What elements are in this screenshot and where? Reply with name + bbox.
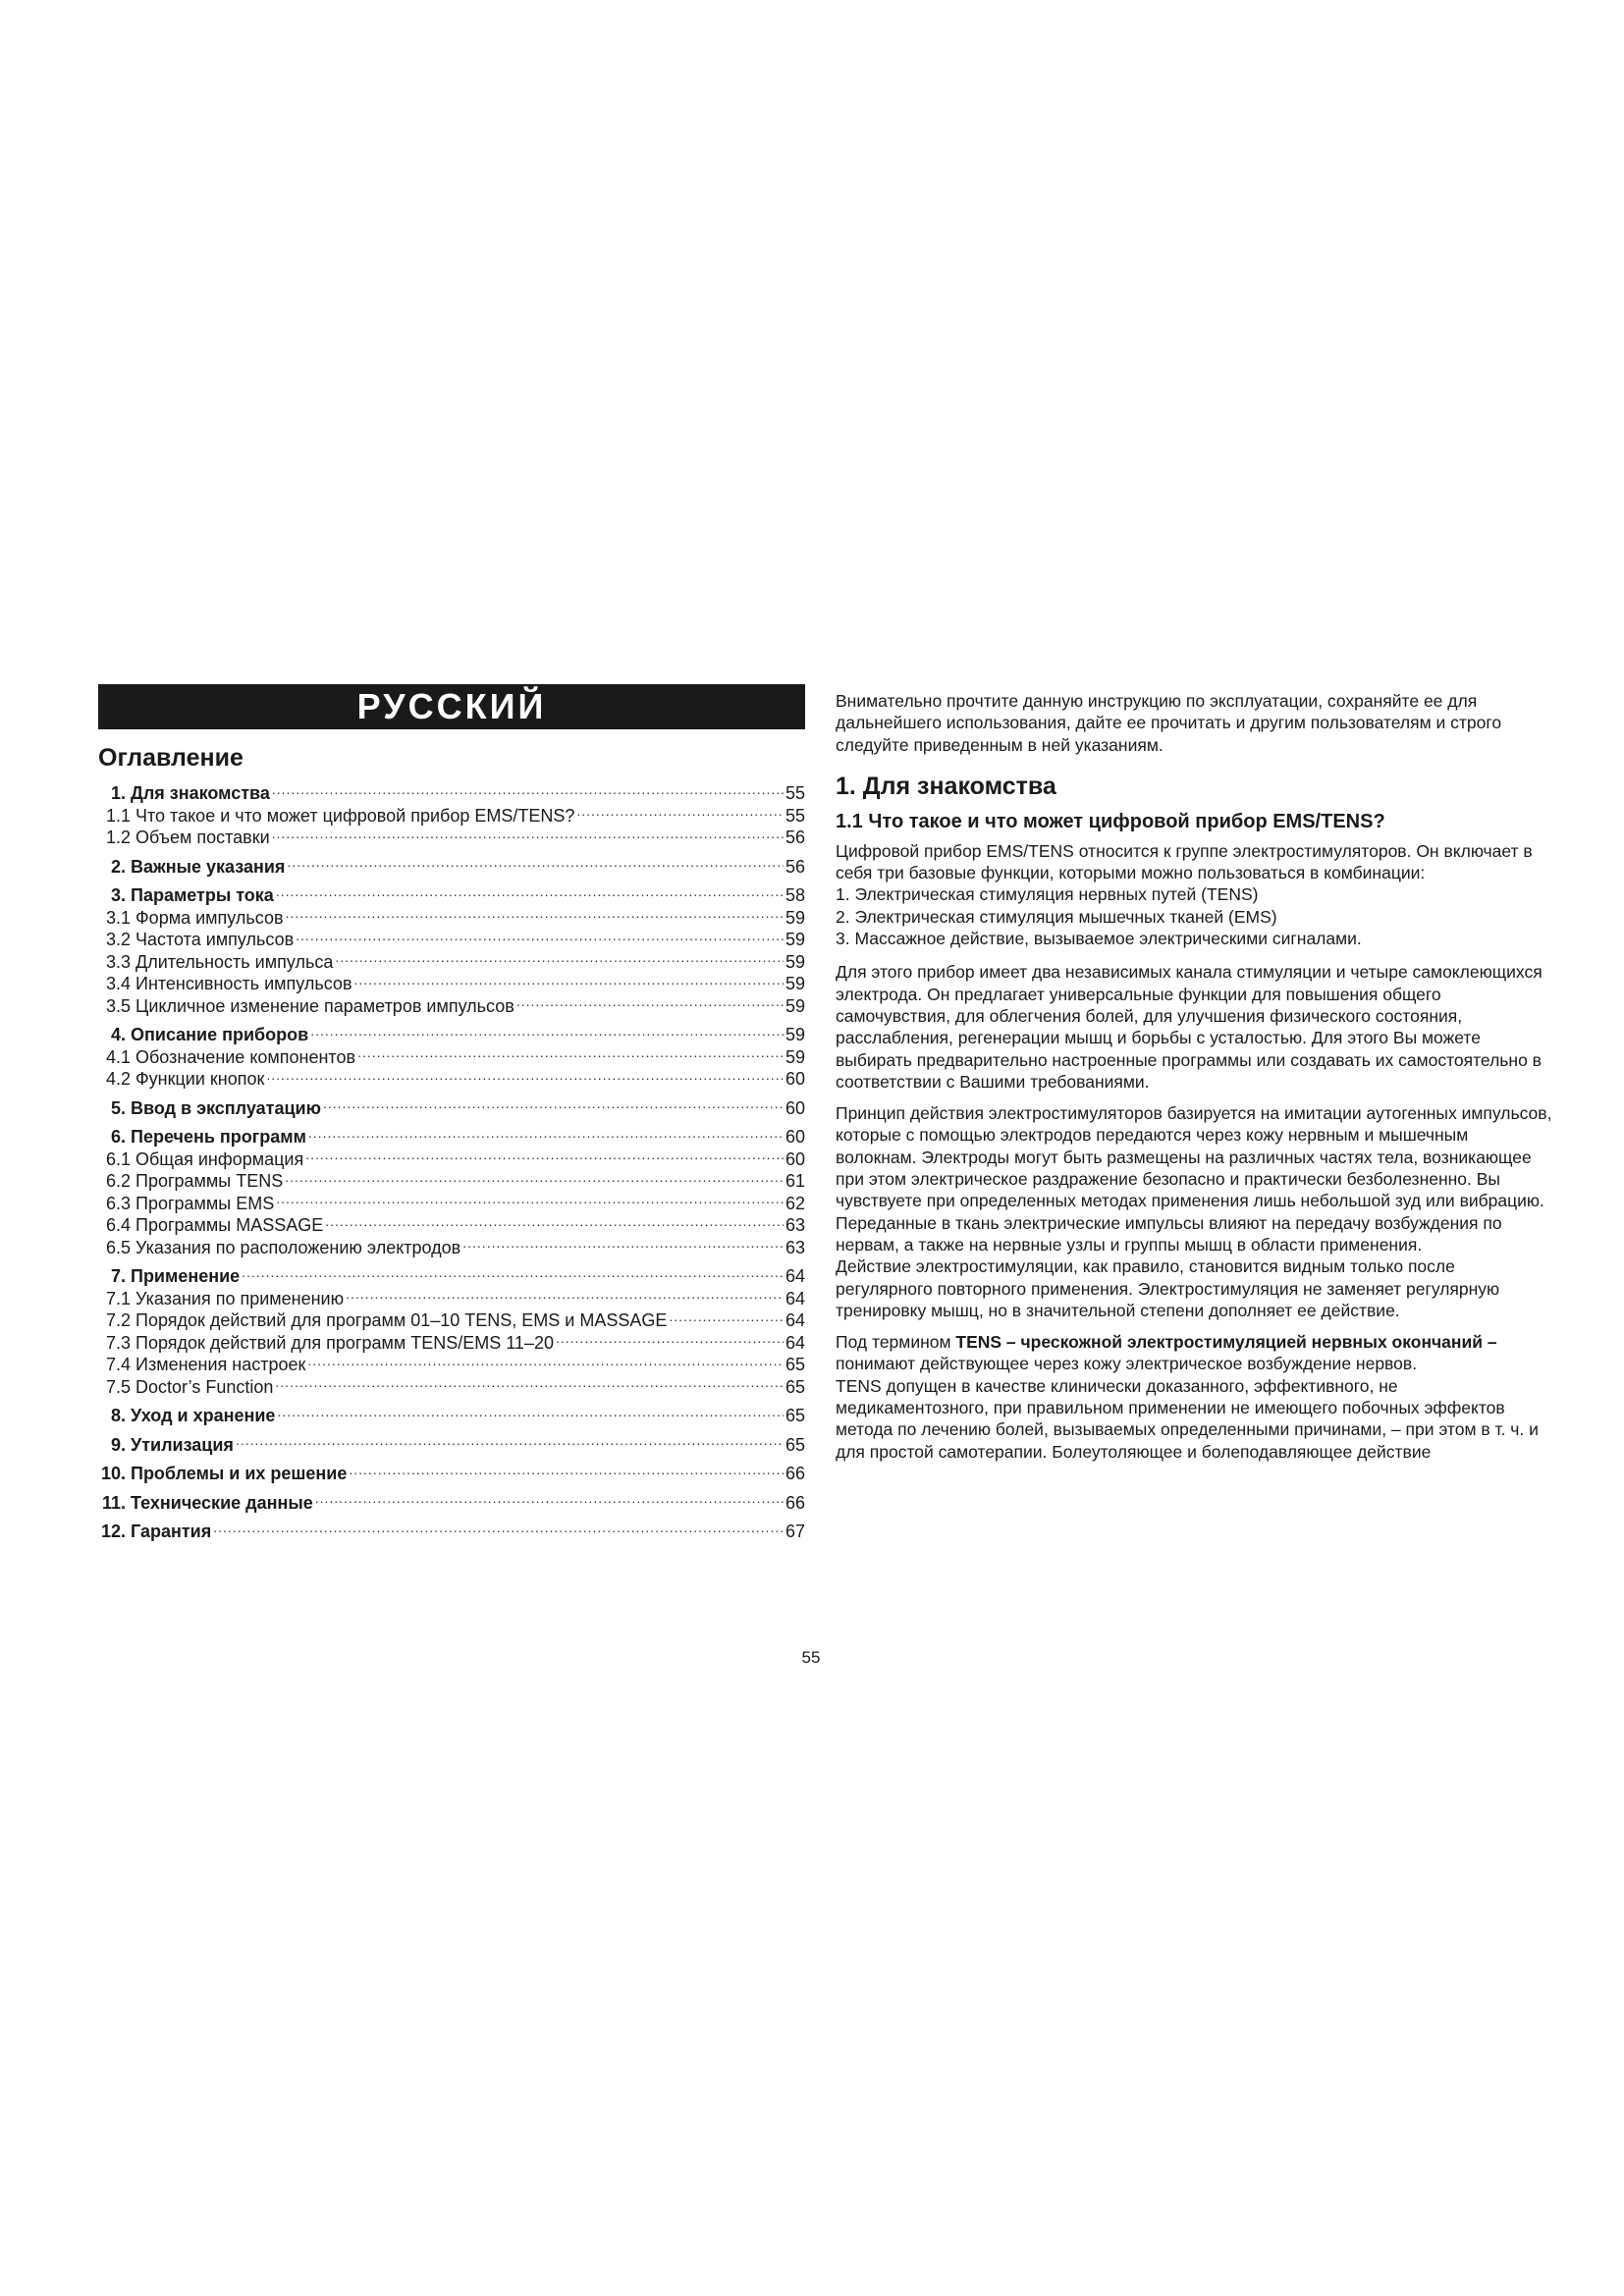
toc-number: 8. [110, 1406, 126, 1425]
toc-leader-dots [276, 887, 784, 901]
toc-title: Порядок действий для программ TENS/EMS 11–20 [135, 1332, 554, 1353]
toc-leader-dots [357, 1049, 784, 1063]
toc-number: 6.3 [105, 1193, 131, 1213]
toc-leader-dots [325, 1217, 784, 1231]
toc-page-number: 58 [785, 885, 805, 905]
toc-number: 6.2 [105, 1171, 131, 1191]
toc-page-number: 66 [785, 1492, 805, 1513]
toc-number: 4.1 [105, 1046, 131, 1067]
toc-number: 1.1 [105, 805, 131, 826]
body-paragraph: Действие электростимуляции, как правило, становится видным только после регулярного повторного применения. Электростимуляция не заменяет регулярную тренировку мышц, но в значительной степени дополняет ее действие. [836, 1256, 1500, 1320]
toc-spacer [98, 849, 805, 856]
toc-spacer [98, 1258, 805, 1265]
toc-title: Указания по применению [135, 1288, 345, 1308]
text-run: Под термином [836, 1332, 956, 1353]
list-item: 3. Массажное действие, вызываемое электрическими сигналами. [836, 929, 1362, 949]
toc-page-number: 59 [785, 907, 805, 928]
toc-page-number: 59 [785, 995, 805, 1016]
toc-title: Программы TENS [135, 1171, 284, 1191]
toc-title: Уход и хранение [131, 1406, 276, 1425]
toc-title: Указания по расположению электродов [135, 1237, 461, 1257]
intro-paragraph: Внимательно прочтите данную инструкцию по эксплуатации, сохраняйте ее для дальнейшего использования, дайте ее прочитать и другим пользователям и строго следуйте приведенным в ней указаниям. [836, 691, 1502, 755]
toc-leader-dots [308, 1129, 784, 1143]
toc-section-row [98, 1046, 805, 1069]
toc-page-number: 56 [785, 828, 805, 847]
toc-number: 1.2 [105, 828, 131, 847]
toc-title: Функции кнопок [135, 1069, 265, 1089]
left-column [98, 684, 805, 1543]
toc-title: Для знакомства [131, 783, 270, 803]
toc-title: Применение [131, 1266, 241, 1286]
toc-number: 4.2 [105, 1069, 131, 1089]
toc-section-row [98, 805, 805, 828]
toc-leader-dots [354, 976, 784, 989]
bold-term: TENS – чрескожной электростимуляцией нервных окончаний – [955, 1332, 1497, 1353]
toc-spacer [98, 1514, 805, 1521]
toc-chapter-row [98, 1024, 805, 1046]
toc-title: Форма импульсов [135, 907, 284, 928]
toc-page-number: 67 [785, 1522, 805, 1541]
toc-number: 6.1 [105, 1148, 131, 1169]
toc-page-number: 60 [785, 1097, 805, 1118]
toc-leader-dots [576, 808, 784, 822]
toc-number: 5. [110, 1097, 126, 1118]
toc-title: Программы MASSAGE [135, 1215, 324, 1235]
toc-leader-dots [335, 954, 784, 968]
toc-number: 3.2 [105, 930, 131, 949]
toc-page-number: 55 [785, 805, 805, 826]
table-of-contents [98, 782, 805, 1543]
toc-spacer [98, 1398, 805, 1405]
toc-number: 9. [110, 1434, 126, 1455]
toc-title: Важные указания [131, 856, 286, 877]
toc-leader-dots [346, 1291, 784, 1305]
toc-page-number: 64 [785, 1332, 805, 1353]
toc-leader-dots [272, 829, 784, 843]
toc-section-row [98, 907, 805, 930]
toc-number: 7.1 [105, 1288, 131, 1308]
toc-title: Объем поставки [135, 828, 270, 847]
toc-spacer [98, 1485, 805, 1492]
section-heading: 1. Для знакомства [836, 772, 1056, 800]
list-item: 1. Электрическая стимуляция нервных путей (TENS) [836, 884, 1259, 905]
toc-chapter-row [98, 1126, 805, 1148]
toc-title: Технические данные [131, 1492, 313, 1513]
toc-number: 3. [110, 885, 126, 905]
toc-section-row [98, 1214, 805, 1237]
toc-number: 3.5 [105, 995, 131, 1016]
toc-page-number: 55 [785, 783, 805, 803]
body-paragraph [836, 1331, 1552, 1375]
toc-leader-dots [556, 1335, 784, 1349]
toc-page-number: 59 [785, 1025, 805, 1044]
toc-chapter-row [98, 856, 805, 879]
toc-page-number: 60 [785, 1069, 805, 1089]
toc-leader-dots [669, 1312, 784, 1326]
toc-title: Doctor’s Function [135, 1376, 274, 1397]
toc-number: 6. [110, 1127, 126, 1147]
toc-number: 1. [110, 783, 126, 803]
toc-chapter-row [98, 1265, 805, 1288]
toc-number: 7.4 [105, 1355, 131, 1374]
toc-section-row [98, 951, 805, 974]
toc-title: Что такое и что может цифровой прибор EMS/TENS? [135, 805, 575, 826]
toc-page-number: 59 [785, 974, 805, 993]
toc-leader-dots [315, 1495, 784, 1509]
toc-leader-dots [462, 1240, 784, 1254]
toc-spacer [98, 1091, 805, 1097]
subsection-heading: 1.1 Что такое и что может цифровой прибор EMS/TENS? [836, 810, 1385, 832]
toc-page-number: 59 [785, 930, 805, 949]
page-number: 55 [801, 1648, 821, 1667]
toc-heading: Оглавление [98, 744, 244, 772]
toc-leader-dots [307, 1357, 784, 1370]
toc-number: 6.4 [105, 1215, 131, 1235]
toc-number: 6.5 [105, 1237, 131, 1257]
toc-page-number: 63 [785, 1215, 805, 1235]
toc-number: 12. [100, 1522, 126, 1541]
toc-title: Гарантия [131, 1522, 212, 1541]
toc-leader-dots [296, 932, 784, 945]
toc-title: Длительность импульса [135, 951, 334, 972]
toc-page-number: 65 [785, 1376, 805, 1397]
toc-title: Порядок действий для программ 01–10 TENS, EMS и MASSAGE [135, 1310, 668, 1330]
toc-section-row [98, 827, 805, 849]
toc-spacer [98, 1456, 805, 1463]
toc-leader-dots [236, 1437, 784, 1451]
toc-section-row [98, 1354, 805, 1376]
toc-chapter-row [98, 1521, 805, 1543]
toc-chapter-row [98, 884, 805, 907]
body-paragraph: TENS допущен в качестве клинически доказанного, эффективного, не медикаментозного, при правильном применении не имеющего побочных эффектов метода по лечению болей, вызываемых определенными причинами, – при этом в т. ч. и для простой самотерапии. Болеутоляющее и болеподавляющее действие [836, 1375, 1539, 1462]
toc-leader-dots [276, 1196, 784, 1209]
toc-number: 7.5 [105, 1376, 131, 1397]
toc-title: Описание приборов [131, 1025, 309, 1044]
toc-spacer [98, 1427, 805, 1434]
toc-page-number: 64 [785, 1310, 805, 1330]
toc-number: 4. [110, 1025, 126, 1044]
toc-chapter-row [98, 782, 805, 805]
toc-leader-dots [266, 1071, 784, 1085]
toc-number: 7. [110, 1266, 126, 1286]
toc-section-row [98, 1288, 805, 1310]
toc-section-row [98, 1309, 805, 1332]
toc-title: Параметры тока [131, 885, 274, 905]
toc-leader-dots [213, 1523, 784, 1537]
toc-title: Утилизация [131, 1434, 234, 1455]
text-run: понимают действующее через кожу электрическое возбуждение нервов. [836, 1354, 1418, 1374]
toc-number: 7.2 [105, 1310, 131, 1330]
toc-title: Частота импульсов [135, 930, 295, 949]
toc-number: 10. [100, 1464, 126, 1483]
toc-section-row [98, 1193, 805, 1215]
toc-section-row [98, 1376, 805, 1399]
toc-page-number: 61 [785, 1171, 805, 1191]
toc-page-number: 65 [785, 1355, 805, 1374]
toc-number: 3.3 [105, 951, 131, 972]
toc-section-row [98, 1068, 805, 1091]
toc-page-number: 63 [785, 1237, 805, 1257]
toc-chapter-row [98, 1463, 805, 1485]
toc-page-number: 60 [785, 1127, 805, 1147]
toc-section-row [98, 1148, 805, 1171]
toc-spacer [98, 1119, 805, 1126]
language-banner: РУССКИЙ [98, 684, 805, 729]
toc-page-number: 64 [785, 1266, 805, 1286]
body-paragraph: Цифровой прибор EMS/TENS относится к группе электростимуляторов. Он включает в себя три базовые функции, которыми можно пользоваться в комбинации: [836, 840, 1533, 883]
toc-title: Перечень программ [131, 1127, 306, 1147]
toc-title: Интенсивность импульсов [135, 974, 352, 993]
toc-spacer [98, 1017, 805, 1024]
toc-section-row [98, 995, 805, 1018]
toc-title: Общая информация [135, 1148, 304, 1169]
toc-leader-dots [287, 859, 784, 873]
toc-title: Ввод в эксплуатацию [131, 1097, 321, 1118]
toc-number: 2. [110, 856, 126, 877]
toc-chapter-row [98, 1434, 805, 1457]
toc-page-number: 65 [785, 1406, 805, 1425]
toc-number: 7.3 [105, 1332, 131, 1353]
toc-chapter-row [98, 1097, 805, 1120]
toc-title: Проблемы и их решение [131, 1464, 348, 1483]
toc-page-number: 59 [785, 1046, 805, 1067]
toc-page-number: 60 [785, 1148, 805, 1169]
toc-page-number: 64 [785, 1288, 805, 1308]
toc-title: Программы EMS [135, 1193, 275, 1213]
toc-leader-dots [272, 785, 784, 799]
toc-page-number: 65 [785, 1434, 805, 1455]
toc-section-row [98, 929, 805, 951]
toc-leader-dots [275, 1379, 784, 1393]
toc-leader-dots [310, 1027, 784, 1041]
list-item: 2. Электрическая стимуляция мышечных тканей (EMS) [836, 906, 1277, 927]
toc-number: 3.1 [105, 907, 131, 928]
right-column [836, 690, 1552, 1463]
function-list [836, 883, 1552, 949]
toc-leader-dots [516, 998, 784, 1012]
toc-leader-dots [305, 1151, 784, 1165]
toc-leader-dots [323, 1100, 784, 1114]
toc-title: Цикличное изменение параметров импульсов [135, 995, 514, 1016]
toc-page-number: 59 [785, 951, 805, 972]
toc-spacer [98, 878, 805, 884]
toc-page-number: 56 [785, 856, 805, 877]
toc-page-number: 62 [785, 1193, 805, 1213]
body-paragraph: Для этого прибор имеет два независимых канала стимуляции и четыре самоклеющихся электрода. Он предлагает универсальные функции для повышения общего самочувствия, для облегчения болей, для улучшения физического состояния, расслабления, регенерации мышц и борьбы с усталостью. Для этого Вы можете выбирать предварительно настроенные программы или создавать их самостоятельно в соответствии с Вашими требованиями. [836, 962, 1543, 1092]
toc-title: Изменения настроек [135, 1355, 306, 1374]
toc-section-row [98, 1170, 805, 1193]
toc-section-row [98, 1237, 805, 1259]
toc-leader-dots [277, 1408, 784, 1421]
toc-chapter-row [98, 1492, 805, 1515]
toc-leader-dots [349, 1466, 784, 1479]
toc-leader-dots [286, 910, 784, 924]
toc-title: Обозначение компонентов [135, 1046, 356, 1067]
toc-leader-dots [242, 1268, 784, 1282]
toc-section-row [98, 973, 805, 995]
toc-number: 11. [101, 1492, 126, 1513]
toc-chapter-row [98, 1405, 805, 1427]
toc-page-number: 66 [785, 1464, 805, 1483]
toc-section-row [98, 1332, 805, 1355]
toc-leader-dots [285, 1173, 784, 1187]
toc-number: 3.4 [105, 974, 131, 993]
body-paragraph: Принцип действия электростимуляторов базируется на имитации аутогенных импульсов, которые с помощью электродов передаются через кожу нервным и мышечным волокнам. Электроды могут быть размещены на различных частях тела, возникающее при этом электрическое раздражение безопасно и практически безболезненно. Вы чувствуете при определенных методах применения лишь небольшой зуд или вибрацию. Переданные в ткань электрические импульсы влияют на передачу возбуждения по нервам, а также на нервные узлы и группы мышц в области применения. [836, 1103, 1552, 1255]
